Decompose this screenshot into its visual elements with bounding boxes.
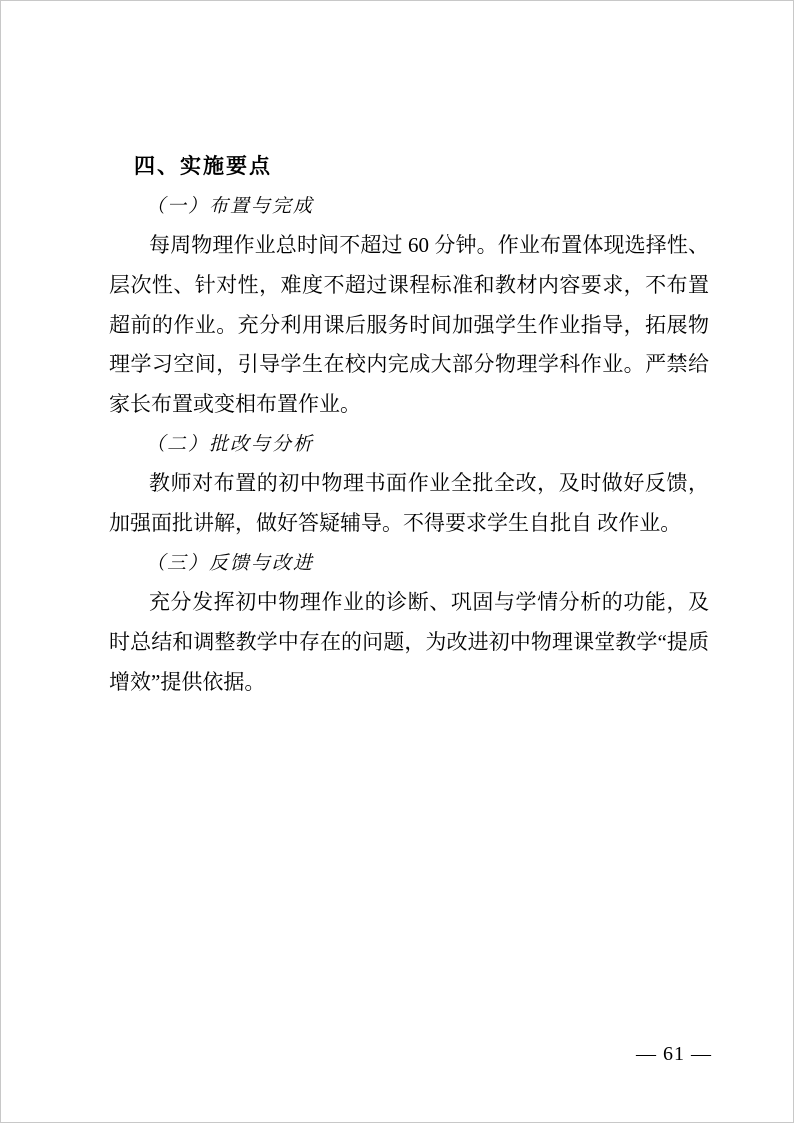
subsection-title-1: （一）布置与完成 <box>146 195 315 217</box>
paragraph-line: 层次性、针对性，难度不超过课程标准和教材内容要求，不布置 <box>109 272 709 297</box>
paragraph-line: 充分发挥初中物理作业的诊断、巩固与学情分析的功能，及 <box>149 590 709 615</box>
subsection-title-2: （二）批改与分析 <box>146 433 315 455</box>
paragraph-line: 超前的作业。充分利用课后服务时间加强学生作业指导，拓展物 <box>109 312 709 337</box>
paragraph-line: 理学习空间，引导学生在校内完成大部分物理学科作业。严禁给 <box>109 352 709 377</box>
subsection-title-3: （三）反馈与改进 <box>146 552 315 574</box>
paragraph-line: 每周物理作业总时间不超过 60 分钟。作业布置体现选择性、 <box>149 233 709 258</box>
paragraph-line: 教师对布置的初中物理书面作业全批全改，及时做好反馈， <box>149 471 709 496</box>
section-heading: 四、实施要点 <box>134 155 272 178</box>
paragraph-line: 增效”提供依据。 <box>109 669 266 694</box>
document-body <box>109 153 709 708</box>
paragraph-line: 加强面批讲解，做好答疑辅导。不得要求学生自批自 改作业。 <box>109 510 682 535</box>
page-number: — 61 — <box>636 1043 712 1065</box>
paragraph-line: 时总结和调整教学中存在的问题，为改进初中物理课堂教学“提质 <box>109 629 709 654</box>
paragraph-line: 家长布置或变相布置作业。 <box>109 391 361 416</box>
